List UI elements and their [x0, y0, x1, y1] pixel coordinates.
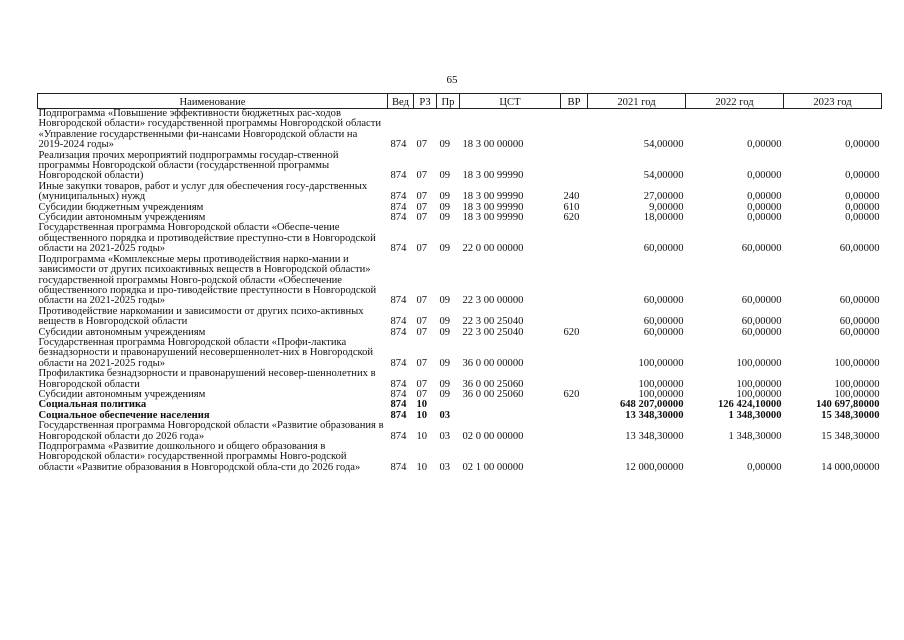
cell-2023: 60,00000	[839, 243, 880, 255]
cell-rz: 07	[416, 212, 428, 224]
cell-2022: 60,00000	[741, 316, 782, 328]
cell-2022: 0,00000	[747, 201, 782, 213]
cell-ved: 874	[390, 388, 407, 400]
cell-pr: 03	[439, 461, 451, 473]
cell-vr	[561, 442, 588, 473]
cell-pr: 09	[439, 295, 451, 307]
cell-2023: 100,00000	[834, 388, 880, 400]
cell-rz: 07	[416, 388, 428, 400]
cell-rz: 10	[416, 399, 428, 411]
cell-ved: 874	[390, 378, 407, 390]
cell-name: Социальное обеспечение населения	[38, 409, 210, 421]
cell-pr: 09	[439, 139, 451, 151]
table-body	[38, 109, 882, 474]
table-row	[38, 223, 882, 254]
cell-vr: 620	[563, 326, 580, 338]
cell-ved: 874	[390, 430, 407, 442]
cell-vr	[561, 223, 588, 254]
cell-cst: 36 0 00 00000	[462, 357, 524, 369]
cell-name: Субсидии автономным учреждениям	[38, 326, 206, 338]
cell-2022: 60,00000	[741, 243, 782, 255]
cell-vr	[561, 338, 588, 369]
table-row	[38, 182, 882, 203]
cell-pr: 09	[439, 170, 451, 182]
header-vr: ВР	[561, 94, 588, 109]
cell-ved: 874	[390, 326, 407, 338]
cell-name: Профилактика безнадзорности и правонарушений несовер-шеннолетних в Новгородской области	[38, 368, 376, 390]
header-2023: 2023 год	[784, 94, 882, 109]
header-cst: ЦСТ	[460, 94, 561, 109]
cell-2022: 0,00000	[747, 139, 782, 151]
cell-2021: 60,00000	[643, 243, 684, 255]
cell-pr: 03	[439, 430, 451, 442]
cell-2021: 12 000,00000	[625, 461, 684, 473]
table-header-row	[38, 94, 882, 109]
cell-pr: 09	[439, 212, 451, 224]
cell-2021: 100,00000	[638, 357, 684, 369]
header-2022: 2022 год	[686, 94, 784, 109]
cell-vr	[561, 151, 588, 182]
cell-2023: 60,00000	[839, 316, 880, 328]
cell-rz: 07	[416, 316, 428, 328]
cell-name: Государственная программа Новгородской области «Профи-лактика безнадзорности и правонарушений несовершеннолет-них в Новгородской области на 2021-2025 годы»	[38, 336, 374, 369]
cell-name: Социальная политика	[38, 399, 147, 411]
cell-pr: 03	[439, 409, 451, 421]
cell-2021: 9,00000	[649, 201, 684, 213]
cell-ved: 874	[390, 201, 407, 213]
cell-2023: 0,00000	[845, 212, 880, 224]
cell-2022: 60,00000	[741, 326, 782, 338]
cell-2021: 100,00000	[638, 378, 684, 390]
cell-cst: 18 3 00 00000	[462, 139, 524, 151]
cell-2023: 14 000,00000	[821, 461, 880, 473]
cell-cst: 36 0 00 25060	[462, 388, 524, 400]
cell-cst: 02 1 00 00000	[462, 461, 524, 473]
table-row	[38, 442, 882, 473]
table-row	[38, 307, 882, 328]
cell-2022: 0,00000	[747, 170, 782, 182]
header-2021: 2021 год	[588, 94, 686, 109]
cell-ved: 874	[390, 316, 407, 328]
cell-rz: 10	[416, 430, 428, 442]
cell-cst: 22 3 00 00000	[462, 295, 524, 307]
cell-cst: 36 0 00 25060	[462, 378, 524, 390]
cell-vr	[561, 109, 588, 151]
cell-2022: 100,00000	[736, 378, 782, 390]
cell-ved: 874	[390, 295, 407, 307]
cell-vr	[561, 307, 588, 328]
cell-ved: 874	[390, 170, 407, 182]
cell-ved: 874	[390, 139, 407, 151]
cell-ved: 874	[390, 357, 407, 369]
cell-cst: 18 3 00 99990	[462, 170, 524, 182]
cell-name: Подпрограмма «Развитие дошкольного и общего образования в Новгородской области» государственной программы Новго-родской области «Развитие образования в Новгородской обла-сти до 2026 года»	[38, 441, 361, 473]
cell-2022: 100,00000	[736, 357, 782, 369]
cell-2022: 126 424,10000	[717, 399, 782, 411]
cell-2023: 0,00000	[845, 201, 880, 213]
cell-name: Государственная программа Новгородской области «Развитие образования в Новгородской области до 2026 года»	[38, 420, 384, 442]
cell-name: Субсидии бюджетным учреждениям	[38, 201, 204, 213]
cell-2021: 18,00000	[643, 212, 684, 224]
cell-ved: 874	[390, 191, 407, 203]
table-row	[38, 421, 882, 442]
cell-ved: 874	[390, 212, 407, 224]
cell-cst: 02 0 00 00000	[462, 430, 524, 442]
cell-rz: 07	[416, 170, 428, 182]
cell-2021: 54,00000	[643, 139, 684, 151]
header-pr: Пр	[437, 94, 460, 109]
page-number: 65	[446, 74, 458, 86]
cell-pr: 09	[439, 378, 451, 390]
cell-2021: 60,00000	[643, 316, 684, 328]
cell-rz: 07	[416, 139, 428, 151]
cell-name: Подпрограмма «Повышение эффективности бюджетных рас-ходов Новгородской области» государственной программы Новгородской области «Управление государственными фи-нансами Новгородской области на 2019-2024 годы»	[38, 108, 382, 151]
cell-ved: 874	[390, 399, 407, 411]
cell-vr	[561, 400, 588, 410]
cell-2023: 100,00000	[834, 378, 880, 390]
table-row	[38, 338, 882, 369]
header-rz: РЗ	[414, 94, 437, 109]
cell-pr: 09	[439, 357, 451, 369]
cell-2021: 60,00000	[643, 326, 684, 338]
cell-2023: 15 348,30000	[821, 409, 880, 421]
cell-rz: 10	[416, 409, 428, 421]
cell-cst: 18 3 00 99990	[462, 191, 524, 203]
cell-2022: 1 348,30000	[728, 430, 782, 442]
budget-table	[37, 93, 882, 473]
cell-vr: 620	[563, 212, 580, 224]
header-name: Наименование	[38, 94, 388, 109]
cell-ved: 874	[390, 461, 407, 473]
cell-2021: 60,00000	[643, 295, 684, 307]
cell-2021: 648 207,00000	[619, 399, 684, 411]
cell-rz: 10	[416, 461, 428, 473]
cell-vr	[561, 255, 588, 307]
cell-pr: 09	[439, 191, 451, 203]
cell-name: Реализация прочих мероприятий подпрограммы государ-ственной программы Новгородской области (государственной программы Новгородской области)	[38, 149, 339, 182]
cell-rz: 07	[416, 357, 428, 369]
cell-2021: 13 348,30000	[625, 430, 684, 442]
cell-2021: 13 348,30000	[625, 409, 684, 421]
cell-2023: 0,00000	[845, 139, 880, 151]
cell-vr: 620	[563, 388, 580, 400]
cell-pr: 09	[439, 243, 451, 255]
cell-vr	[561, 421, 588, 442]
cell-2023: 60,00000	[839, 326, 880, 338]
cell-2023: 0,00000	[845, 170, 880, 182]
table-row	[38, 109, 882, 151]
cell-cst: 18 3 00 99990	[462, 212, 524, 224]
cell-name: Государственная программа Новгородской области «Обеспе-чение общественного порядка и противодействие преступно-сти в Новгородской области на 2021-2025 годы»	[38, 222, 376, 255]
cell-cst: 18 3 00 99990	[462, 201, 524, 213]
cell-name: Субсидии автономным учреждениям	[38, 388, 206, 400]
cell-rz: 07	[416, 243, 428, 255]
cell-cst: 22 3 00 25040	[462, 316, 524, 328]
cell-vr: 610	[563, 201, 580, 213]
cell-2023: 15 348,30000	[821, 430, 880, 442]
cell-ved: 874	[390, 409, 407, 421]
table-row	[38, 255, 882, 307]
cell-2022: 0,00000	[747, 191, 782, 203]
cell-vr: 240	[563, 191, 580, 203]
cell-vr	[561, 411, 588, 421]
cell-2022: 0,00000	[747, 461, 782, 473]
cell-name: Подпрограмма «Комплексные меры противодействия нарко-мании и зависимости от других психоактивных веществ в Новгородской области» государственной программы Новго-родской области «Обеспечение общественного порядка и про-тиводействие преступности в Новгородской области на 2021-2025 годы»	[38, 253, 377, 307]
cell-cst: 22 0 00 00000	[462, 243, 524, 255]
cell-2022: 60,00000	[741, 295, 782, 307]
cell-2021: 27,00000	[643, 191, 684, 203]
cell-pr: 09	[439, 201, 451, 213]
cell-rz: 07	[416, 378, 428, 390]
cell-name: Иные закупки товаров, работ и услуг для обеспечения госу-дарственных (муниципальных) нужд	[38, 180, 368, 203]
cell-ved: 874	[390, 243, 407, 255]
header-ved: Вед	[388, 94, 414, 109]
cell-name: Противодействие наркомании и зависимости от других психо-активных веществ в Новгородской области	[38, 305, 364, 328]
cell-2021: 100,00000	[638, 388, 684, 400]
cell-cst: 22 3 00 25040	[462, 326, 524, 338]
cell-pr: 09	[439, 388, 451, 400]
cell-vr	[561, 369, 588, 390]
cell-rz: 07	[416, 201, 428, 213]
cell-2023: 0,00000	[845, 191, 880, 203]
cell-2021: 54,00000	[643, 170, 684, 182]
cell-2022: 1 348,30000	[728, 409, 782, 421]
cell-pr: 09	[439, 316, 451, 328]
cell-cst	[460, 411, 561, 421]
table-row	[38, 151, 882, 182]
cell-2023: 60,00000	[839, 295, 880, 307]
cell-name: Субсидии автономным учреждениям	[38, 212, 206, 224]
cell-rz: 07	[416, 326, 428, 338]
cell-2023: 100,00000	[834, 357, 880, 369]
cell-2023: 140 697,80000	[815, 399, 880, 411]
cell-cst	[460, 400, 561, 410]
table-row	[38, 369, 882, 390]
cell-2022: 100,00000	[736, 388, 782, 400]
cell-pr: 09	[439, 326, 451, 338]
cell-2022: 0,00000	[747, 212, 782, 224]
cell-rz: 07	[416, 295, 428, 307]
cell-rz: 07	[416, 191, 428, 203]
